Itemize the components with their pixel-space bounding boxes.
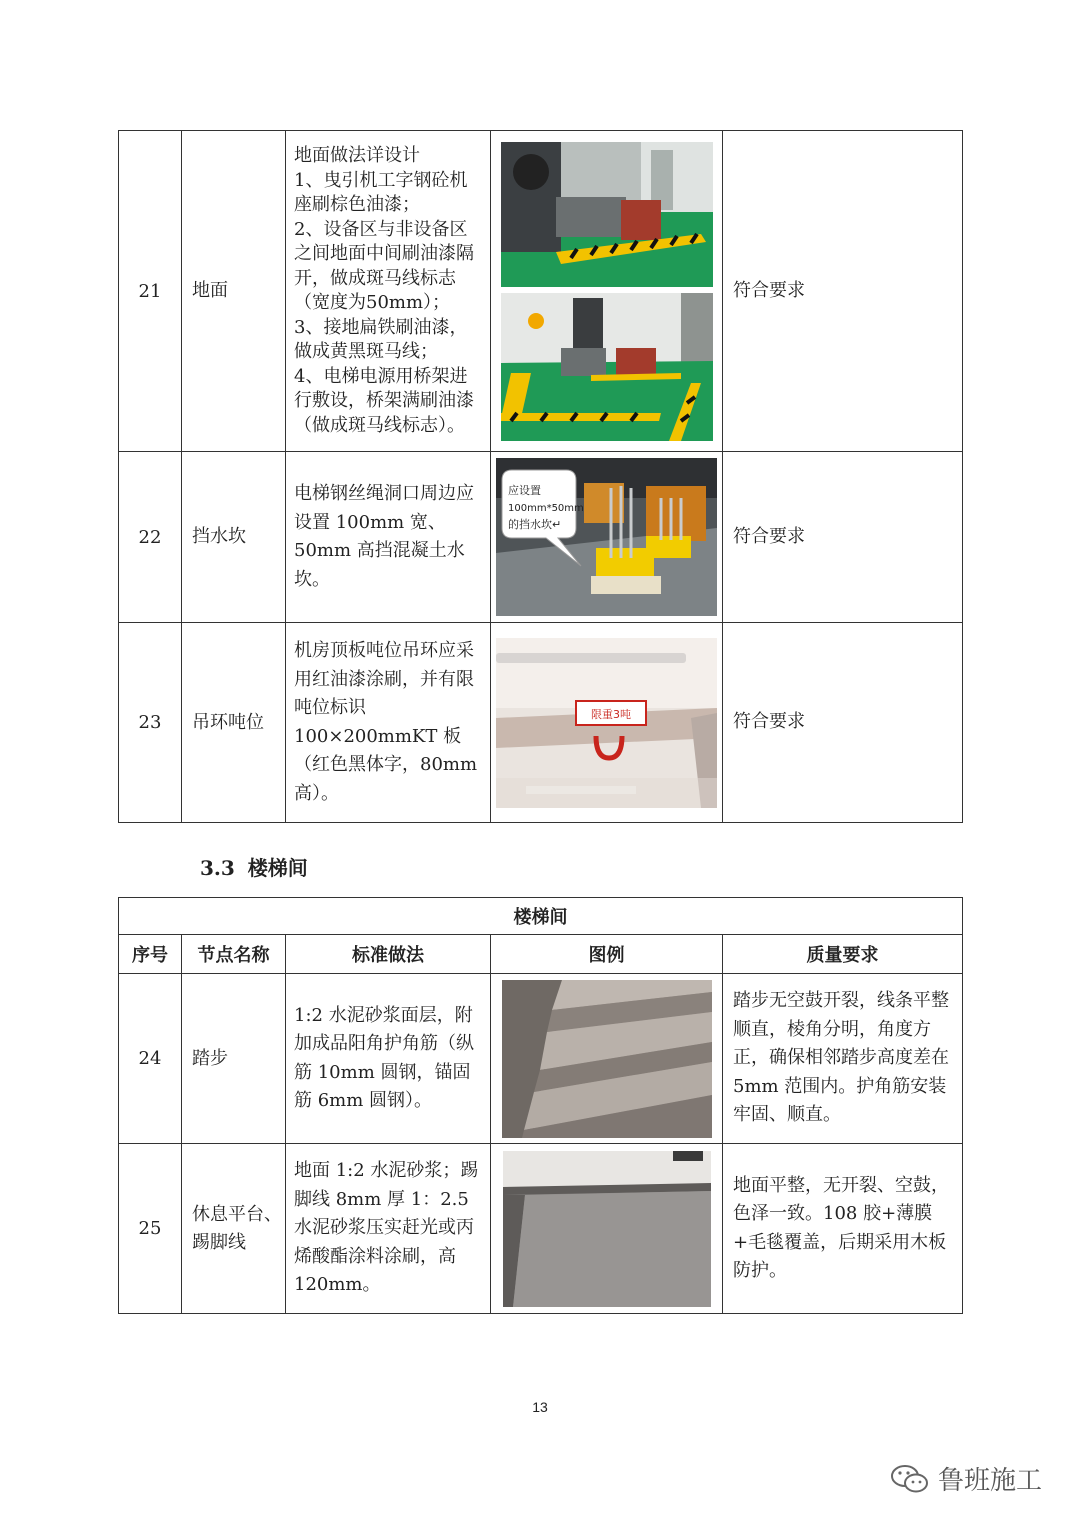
quality-requirement: 符合要求	[723, 623, 963, 823]
header-node-name: 节点名称	[182, 935, 286, 974]
page-number: 13	[532, 1399, 548, 1415]
row-number: 24	[119, 974, 182, 1144]
table-row	[119, 1144, 963, 1314]
section-title: 楼梯间	[247, 856, 308, 880]
section-number: 3.3	[200, 856, 235, 880]
callout-line-1: 应设置	[508, 484, 541, 497]
node-name: 吊环吨位	[182, 623, 286, 823]
standard-method	[286, 131, 491, 452]
node-name: 休息平台、踢脚线	[182, 1144, 286, 1314]
load-limit-sign: 限重3吨	[591, 707, 631, 721]
row-number: 25	[119, 1144, 182, 1314]
water-curb-render	[496, 458, 717, 616]
header-no: 序号	[119, 935, 182, 974]
header-standard: 标准做法	[286, 935, 491, 974]
standard-method: 1:2 水泥砂浆面层，附加成品阳角护角筋（纵筋 10mm 圆钢，锚固筋 6mm 圆钢）。	[286, 974, 491, 1144]
callout-line-3: 的挡水坎↵	[508, 518, 562, 531]
table-row	[119, 974, 963, 1144]
standard-line: 地面做法详设计	[294, 145, 420, 166]
illustration-cell	[491, 452, 723, 623]
quality-requirement: 符合要求	[723, 131, 963, 452]
node-name: 挡水坎	[182, 452, 286, 623]
quality-requirement: 地面平整，无开裂、空鼓，色泽一致。108 胶+薄膜+毛毯覆盖，后期采用木板防护。	[723, 1144, 963, 1314]
standard-line: 1、曳引机工字钢砼机座刷棕色油漆；	[294, 169, 468, 215]
table-caption: 楼梯间	[119, 898, 963, 935]
wechat-icon	[890, 1463, 930, 1495]
quality-requirement: 踏步无空鼓开裂，线条平整顺直，棱角分明，角度方正，确保相邻踏步高度差在 5mm 范围内。护角筋安装牢固、顺直。	[723, 974, 963, 1144]
node-name: 地面	[182, 131, 286, 452]
illustration-cell	[491, 974, 723, 1144]
standard-line: 2、设备区与非设备区之间地面中间刷油漆隔开，做成斑马线标志（宽度为50mm）；	[294, 218, 474, 313]
section-heading	[200, 852, 308, 881]
header-quality: 质量要求	[723, 935, 963, 974]
table-row	[119, 452, 963, 623]
stair-step-photo	[502, 980, 712, 1138]
standard-method: 地面 1:2 水泥砂浆；踢脚线 8mm 厚 1：2.5 水泥砂浆压实赶光或丙烯酸酯涂料涂刷，高 120mm。	[286, 1144, 491, 1314]
machine-room-photo-1	[501, 142, 713, 287]
node-name: 踏步	[182, 974, 286, 1144]
table-elevator-room	[118, 130, 963, 823]
standard-method: 电梯钢丝绳洞口周边应设置 100mm 宽、50mm 高挡混凝土水坎。	[286, 452, 491, 623]
row-number: 21	[119, 131, 182, 452]
illustration-cell	[491, 1144, 723, 1314]
callout-line-2: 100mm*50mm	[508, 503, 584, 514]
landing-skirting-photo	[503, 1151, 711, 1307]
illustration-cell	[491, 131, 723, 452]
table-row	[119, 131, 963, 452]
table-header-row	[119, 935, 963, 974]
table-stairwell	[118, 897, 963, 1314]
standard-method: 机房顶板吨位吊环应采用红油漆涂刷，并有限吨位标识 100×200mmKT 板（红色黑体字，80mm 高）。	[286, 623, 491, 823]
table-row	[119, 623, 963, 823]
watermark	[890, 1460, 1042, 1497]
standard-line: 3、接地扁铁刷油漆，做成黄黑斑马线；	[294, 316, 468, 362]
standard-line: 4、电梯电源用桥架进行敷设，桥架满刷油漆（做成斑马线标志）。	[294, 365, 474, 436]
illustration-cell	[491, 623, 723, 823]
quality-requirement: 符合要求	[723, 452, 963, 623]
machine-room-photo-2	[501, 293, 713, 441]
watermark-text: 鲁班施工	[938, 1466, 1043, 1496]
lifting-ring-photo	[496, 638, 717, 808]
row-number: 22	[119, 452, 182, 623]
row-number: 23	[119, 623, 182, 823]
header-illustration: 图例	[491, 935, 723, 974]
